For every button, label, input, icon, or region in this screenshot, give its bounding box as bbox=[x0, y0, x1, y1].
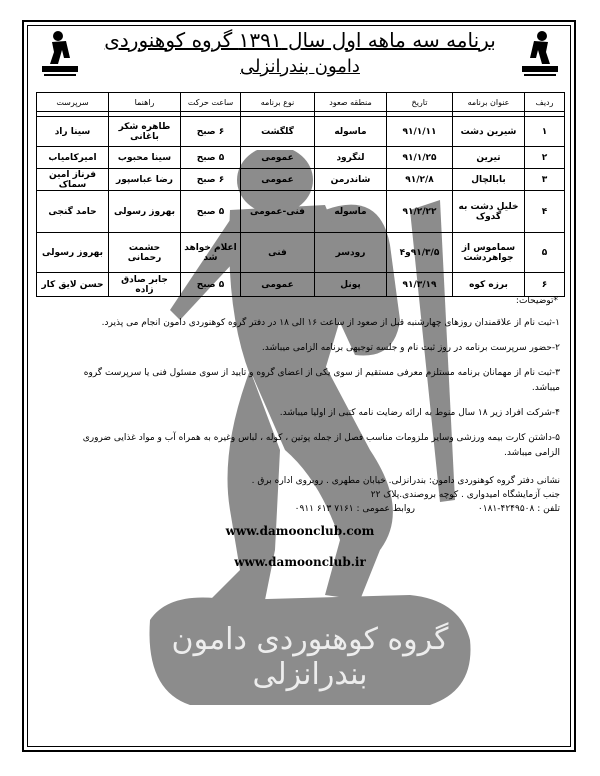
table-row bbox=[37, 169, 565, 191]
table-cell: ۳ bbox=[525, 169, 565, 191]
table-cell: ۹۱/۲/۲۲ bbox=[387, 191, 453, 233]
website-link-ir[interactable]: www.damoonclub.ir bbox=[234, 555, 366, 569]
club-logo-left-icon bbox=[38, 28, 82, 78]
column-header: منطقه صعود bbox=[315, 93, 387, 112]
notes-list bbox=[80, 316, 560, 471]
table-row bbox=[37, 233, 565, 273]
column-header: نوع برنامه bbox=[241, 93, 315, 112]
table-cell: ۵ صبح bbox=[181, 273, 241, 297]
club-logo-right-icon bbox=[518, 28, 562, 78]
note-item: ۴-شرکت افراد زیر ۱۸ سال منوط به ارائه رضایت نامه کتبی از اولیا میباشد. bbox=[279, 408, 560, 418]
table-cell: خلیل دشت به گدوک bbox=[453, 191, 525, 233]
table-cell: ۵ صبح bbox=[181, 191, 241, 233]
address-line: جنب آزمایشگاه امیدواری . کوچه بروصندی.پلاک ۲۲ bbox=[370, 490, 560, 500]
footer-watermark-text: گروه کوهنوردی دامون بندرانزلی bbox=[171, 622, 449, 692]
column-header: راهنما bbox=[109, 93, 181, 112]
table-cell: ۹۱/۱/۲۵ bbox=[387, 147, 453, 169]
table-cell: لنگرود bbox=[315, 147, 387, 169]
contact-address bbox=[80, 474, 560, 516]
table-cell: سینا محبوب bbox=[109, 147, 181, 169]
table-cell: برزه کوه bbox=[453, 273, 525, 297]
table-cell: شاندرمن bbox=[315, 169, 387, 191]
table-cell: ماسوله bbox=[315, 191, 387, 233]
address-line: نشانی دفتر گروه کوهنوردی دامون: بندرانزلی. خیابان مطهری . روبروی اداره برق . bbox=[251, 476, 560, 486]
table-cell: بهروز رسولی bbox=[109, 191, 181, 233]
table-cell: ۵ صبح bbox=[181, 147, 241, 169]
table-cell: تیرین bbox=[453, 147, 525, 169]
table-cell: بابالچال bbox=[453, 169, 525, 191]
table-cell: فنی-عمومی bbox=[241, 191, 315, 233]
page-title: برنامه سه ماهه اول سال ۱۳۹۱ گروه کوهنوردی bbox=[104, 28, 496, 52]
column-header: تاریخ bbox=[387, 93, 453, 112]
table-cell: ماسوله bbox=[315, 117, 387, 147]
column-header: ساعت حرکت bbox=[181, 93, 241, 112]
table-cell: ۹۱/۲/۸ bbox=[387, 169, 453, 191]
phone-pr: روابط عمومی : ۷۱۶۱ ۶۱۳ ۰۹۱۱ bbox=[294, 504, 416, 514]
program-table bbox=[36, 92, 565, 297]
table-cell: ۹۱/۳/۵و۴ bbox=[387, 233, 453, 273]
table-cell: ۱ bbox=[525, 117, 565, 147]
note-item: ۲-حضور سرپرست برنامه در روز ثبت نام و جلسه توجیهی برنامه الزامی میباشد. bbox=[261, 343, 560, 353]
table-row bbox=[37, 117, 565, 147]
table-cell: حامد گنجی bbox=[37, 191, 109, 233]
table-cell: عمومی bbox=[241, 273, 315, 297]
table-cell: ۹۱/۱/۱۱ bbox=[387, 117, 453, 147]
table-cell: ۴ bbox=[525, 191, 565, 233]
page-subtitle: دامون بندرانزلی bbox=[240, 56, 360, 77]
note-item: ۱-ثبت نام از علاقمندان روزهای چهارشنبه قبل از صعود از ساعت ۱۶ الی ۱۸ در دفتر گروه کوهنوردی دامون انجام می پذیرد. bbox=[101, 318, 560, 328]
note-item: ۵-داشتن کارت بیمه ورزشی وسایر ملزومات مناسب فصل از جمله پوتین ، کوله ، لباس وغیره به همراه آب و مواد غذایی ضروری الزامی میباشد. bbox=[82, 433, 560, 458]
column-header: عنوان برنامه bbox=[453, 93, 525, 112]
table-cell: ۵ bbox=[525, 233, 565, 273]
table-cell: بهروز رسولی bbox=[37, 233, 109, 273]
table-cell: ۶ صبح bbox=[181, 117, 241, 147]
table-cell: سینا راد bbox=[37, 117, 109, 147]
table-cell: فنی bbox=[241, 233, 315, 273]
phone-line bbox=[80, 502, 560, 516]
table-cell: اعلام خواهد شد bbox=[181, 233, 241, 273]
table-cell: شیرین دشت bbox=[453, 117, 525, 147]
table-row bbox=[37, 273, 565, 297]
table-cell: طاهره شکر باغانی bbox=[109, 117, 181, 147]
phone-office: تلفن : ۴۲۴۹۵۰۸-۰۱۸۱ bbox=[477, 504, 560, 514]
table-cell: رودسر bbox=[315, 233, 387, 273]
table-cell: جابر صادق زاده bbox=[109, 273, 181, 297]
table-cell: رضا عباسپور bbox=[109, 169, 181, 191]
table-row bbox=[37, 191, 565, 233]
table-cell: حشمت رحمانی bbox=[109, 233, 181, 273]
table-cell: امیرکامیاب bbox=[37, 147, 109, 169]
table-cell: ۲ bbox=[525, 147, 565, 169]
table-cell: سماموس از جواهردشت bbox=[453, 233, 525, 273]
table-cell: گلگشت bbox=[241, 117, 315, 147]
table-cell: حسن لایق کار bbox=[37, 273, 109, 297]
table-cell: ۹۱/۳/۱۹ bbox=[387, 273, 453, 297]
table-cell: عمومی bbox=[241, 169, 315, 191]
table-cell: عمومی bbox=[241, 147, 315, 169]
table-cell: ۶ bbox=[525, 273, 565, 297]
table-cell: فرناز امین سماک bbox=[37, 169, 109, 191]
table-row bbox=[37, 147, 565, 169]
column-header: سرپرست bbox=[37, 93, 109, 112]
website-link-com[interactable]: www.damoonclub.com bbox=[225, 524, 375, 538]
notes-label: *توضیحات: bbox=[515, 296, 558, 306]
column-header: ردیف bbox=[525, 93, 565, 112]
table-header-row bbox=[37, 93, 565, 112]
table-cell: پونل bbox=[315, 273, 387, 297]
table-cell: ۶ صبح bbox=[181, 169, 241, 191]
note-item: ۳-ثبت نام از مهمانان برنامه مستلزم معرفی مستقیم از سوی یکی از اعضای گروه و تایید از سوی مسئول فنی یا سرپرست گروه میباشد. bbox=[83, 368, 560, 393]
